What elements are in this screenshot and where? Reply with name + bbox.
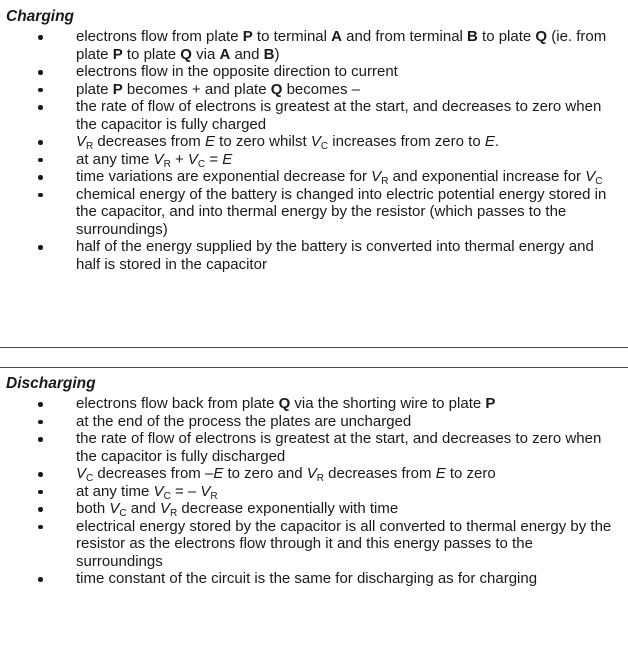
bold-label: Q — [270, 80, 283, 98]
subscript: R — [381, 176, 389, 187]
italic-symbol: V — [306, 465, 317, 482]
text-run: to zero whilst — [214, 133, 311, 150]
text-run: to zero and — [223, 465, 307, 482]
text-run: and — [126, 500, 160, 517]
text-run: to plate — [477, 28, 536, 45]
text-run: via the shorting wire to plate — [290, 395, 486, 412]
italic-symbol: V — [153, 482, 164, 500]
list-item — [0, 518, 628, 571]
italic-symbol: E — [435, 465, 446, 482]
list-item — [0, 413, 628, 431]
subscript: C — [86, 473, 94, 484]
discharging-heading: Discharging — [6, 375, 96, 392]
text-run: to plate — [122, 45, 181, 63]
text-run: decreases from — [323, 465, 436, 482]
list-item — [0, 28, 628, 63]
subscript: R — [163, 158, 171, 170]
text-run: at the end of the process the plates are uncharged — [76, 412, 412, 430]
list-item — [0, 465, 628, 483]
text-run: + — [170, 150, 188, 168]
list-item — [0, 81, 628, 99]
list-item — [0, 151, 628, 169]
text-run: and exponential increase for — [388, 168, 586, 185]
subscript: C — [595, 176, 603, 187]
subscript: R — [170, 508, 178, 519]
list-item — [0, 500, 628, 518]
italic-symbol: V — [200, 482, 211, 500]
italic-symbol: V — [76, 465, 87, 482]
subscript: C — [320, 141, 329, 152]
text-run: becomes + and plate — [122, 80, 271, 98]
text-run: to terminal — [252, 28, 332, 45]
text-run: time constant of the circuit is the same for discharging as for charging — [76, 570, 538, 587]
italic-symbol: V — [371, 168, 382, 185]
text-run: time variations are exponential decrease for — [76, 168, 372, 185]
text-run: at any time — [76, 150, 154, 168]
text-run: = — [205, 150, 223, 168]
text-run: the rate of flow of electrons is greatest at the start, and decreases to zero when the capacitor is fully charged — [76, 98, 602, 133]
text-run: electrons flow back from plate — [76, 395, 279, 412]
italic-symbol: E — [213, 465, 224, 482]
bold-label: Q — [535, 28, 548, 45]
bold-label: Q — [180, 45, 192, 63]
text-run: electrons flow from plate — [76, 28, 243, 45]
text-run: the rate of flow of electrons is greatest at the start, and decreases to zero when the capacitor is fully discharged — [76, 430, 602, 465]
bold-label: P — [112, 45, 123, 63]
bold-label: P — [242, 28, 253, 45]
list-item — [0, 63, 628, 81]
bold-label: A — [219, 45, 231, 63]
list-item — [0, 430, 628, 465]
text-run: electrical energy stored by the capacitor is all converted to thermal energy by the resistor as the electrons flow through it and this energy passes to the surroundings — [76, 517, 612, 570]
text-run: via — [191, 45, 220, 63]
list-item — [0, 168, 628, 186]
text-run: to zero — [445, 465, 496, 482]
bold-label: Q — [278, 395, 291, 412]
list-item — [0, 483, 628, 501]
list-item — [0, 98, 628, 133]
text-run: plate — [76, 80, 113, 98]
discharging-section — [0, 375, 628, 588]
subscript: R — [86, 141, 94, 152]
italic-symbol: V — [76, 133, 87, 150]
italic-symbol: V — [109, 500, 120, 517]
list-item — [0, 238, 628, 273]
list-item — [0, 395, 628, 413]
list-item — [0, 186, 628, 239]
section-divider-upper — [0, 347, 628, 348]
text-run: . — [494, 133, 500, 150]
text-run: becomes – — [282, 80, 360, 98]
subscript: R — [316, 473, 324, 484]
text-run: both — [76, 500, 110, 517]
text-run: decrease exponentially with time — [177, 500, 399, 517]
text-run: chemical energy of the battery is changed into electric potential energy stored in the capacitor, and into thermal energy by the resistor (which passes to the surroundings) — [76, 185, 607, 238]
charging-heading: Charging — [6, 8, 75, 25]
subscript: C — [163, 490, 171, 502]
subscript: R — [210, 490, 218, 502]
charging-bullet-list — [0, 28, 628, 273]
text-run: increases from zero to — [328, 133, 485, 150]
text-run: at any time — [76, 482, 154, 500]
text-run: half of the energy supplied by the battery is converted into thermal energy and half is stored in the capacitor — [76, 238, 594, 273]
section-divider-lower — [0, 367, 628, 368]
italic-symbol: E — [484, 133, 495, 150]
italic-symbol: V — [585, 168, 596, 185]
bold-label: B — [467, 28, 478, 45]
bold-label: P — [112, 80, 123, 98]
text-run: decreases from – — [93, 465, 214, 482]
italic-symbol: E — [204, 133, 215, 150]
text-run: electrons flow in the opposite direction to current — [76, 63, 398, 80]
subscript: C — [197, 158, 206, 170]
list-item — [0, 133, 628, 151]
discharging-bullet-list — [0, 395, 628, 588]
text-run: ) — [274, 45, 280, 63]
text-run: (ie. from plate — [76, 28, 607, 63]
bold-label: B — [263, 45, 275, 63]
charging-section — [0, 8, 628, 273]
bold-label: A — [331, 28, 342, 45]
italic-symbol: V — [160, 500, 171, 517]
text-run: and — [230, 45, 264, 63]
bold-label: P — [485, 395, 496, 412]
italic-symbol: V — [310, 133, 321, 150]
subscript: C — [119, 508, 127, 519]
text-run: = – — [170, 482, 201, 500]
italic-symbol: V — [153, 150, 164, 168]
list-item — [0, 570, 628, 588]
text-run: and from terminal — [341, 28, 468, 45]
italic-symbol: E — [222, 150, 233, 168]
italic-symbol: V — [187, 150, 198, 168]
text-run: decreases from — [93, 133, 205, 150]
